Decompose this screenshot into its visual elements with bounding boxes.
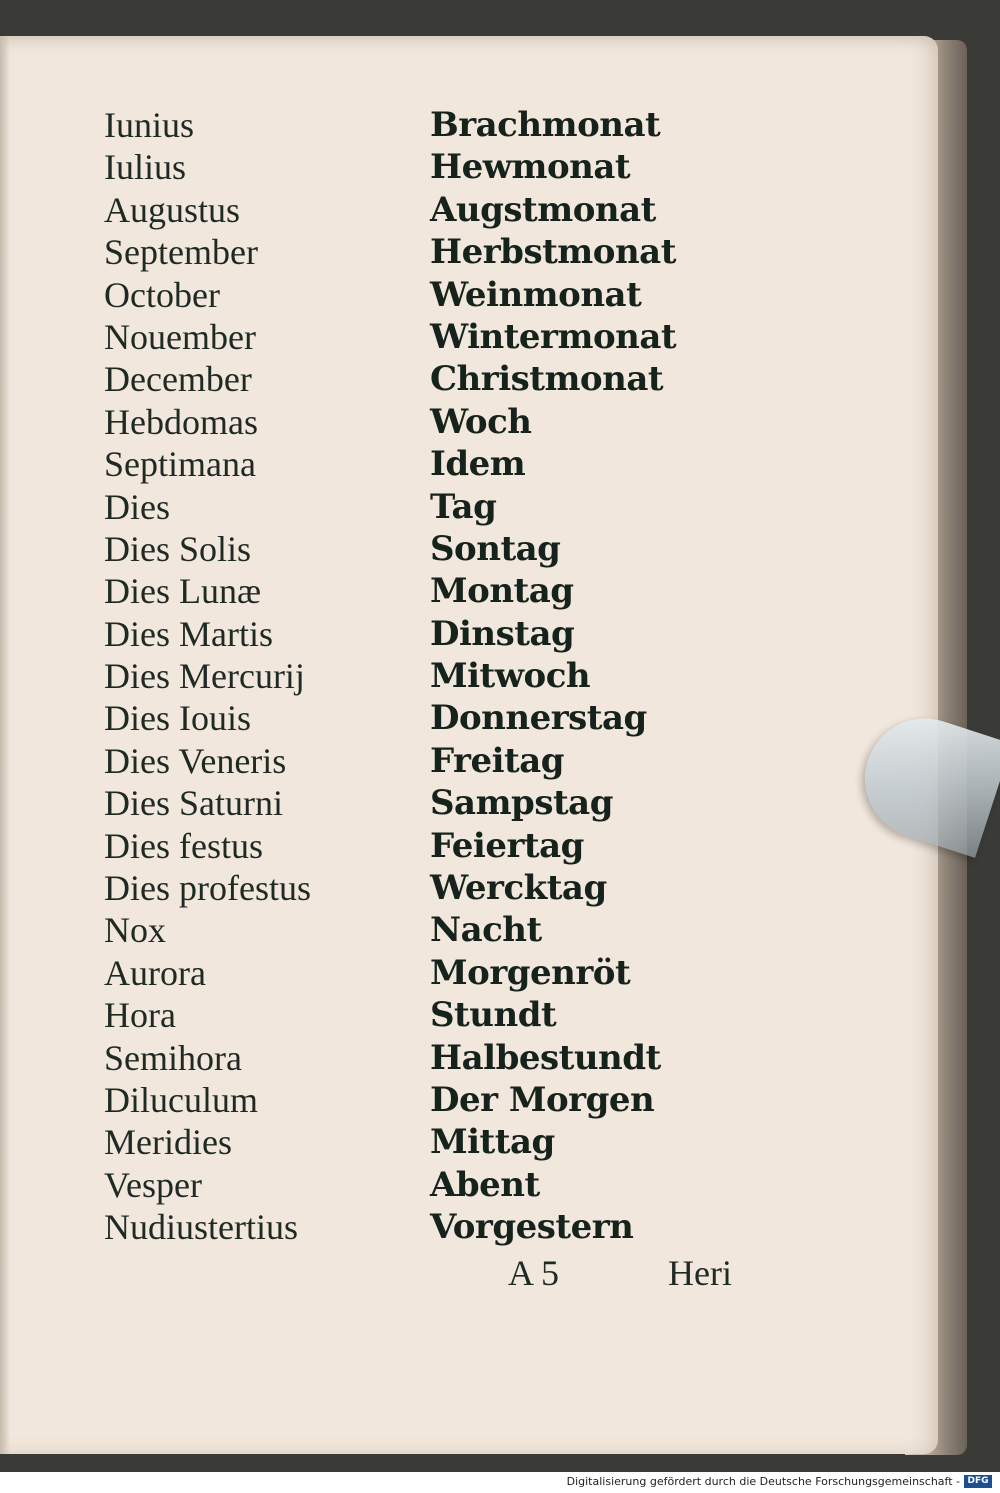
german-term: Dinstag [430, 613, 575, 654]
latin-term: Dies festus [104, 825, 263, 866]
latin-term: Dies Martis [104, 613, 273, 654]
german-term: Montag [430, 571, 574, 612]
german-term: Nacht [430, 910, 542, 951]
german-term: Mittag [430, 1122, 555, 1163]
list-item [104, 1079, 744, 1121]
list-item [104, 825, 744, 867]
list-item [104, 146, 744, 188]
latin-term: Aurora [104, 952, 206, 993]
latin-term: Augustus [104, 189, 241, 230]
latin-term: Meridies [104, 1122, 232, 1163]
german-term: Augstmonat [430, 189, 656, 230]
list-item [104, 952, 744, 994]
latin-term: Vesper [104, 1164, 202, 1205]
list-item [104, 443, 744, 485]
german-term: Weinmonat [430, 274, 642, 315]
german-term: Hewmonat [430, 147, 631, 188]
list-item [104, 189, 744, 231]
vocabulary-list [104, 104, 744, 1249]
german-term: Stundt [430, 995, 557, 1036]
german-term: Mitwoch [430, 656, 591, 697]
list-item [104, 528, 744, 570]
latin-term: Iunius [104, 105, 194, 145]
list-item [104, 570, 744, 612]
latin-term: Nudiustertius [104, 1207, 298, 1248]
latin-term: Hebdomas [104, 401, 258, 442]
german-term: Wintermonat [430, 316, 677, 357]
list-item [104, 655, 744, 697]
list-item [104, 740, 744, 782]
dfg-logo: DFG [964, 1475, 992, 1488]
german-term: Herbstmonat [430, 232, 676, 273]
list-item [104, 231, 744, 273]
latin-term: Nouember [104, 316, 256, 357]
german-term: Freitag [430, 740, 565, 781]
latin-term: Dies Lunæ [104, 571, 261, 612]
german-term: Vorgestern [430, 1207, 634, 1248]
german-term: Sontag [430, 528, 561, 569]
german-term: Woch [430, 401, 532, 442]
latin-term: Dies Veneris [104, 740, 287, 781]
german-term: Feiertag [430, 825, 584, 866]
latin-term: Dies Iouis [104, 698, 251, 739]
german-term: Morgenröt [430, 952, 631, 993]
german-term: Sampstag [430, 783, 613, 824]
latin-term: October [104, 274, 220, 315]
latin-term: Hora [104, 995, 176, 1036]
list-item [104, 358, 744, 400]
latin-term: Dies Saturni [104, 783, 283, 824]
list-item [104, 909, 744, 951]
catchword: Heri [668, 1253, 732, 1293]
german-term: Christmonat [430, 359, 664, 400]
latin-term: Dies Solis [104, 528, 252, 569]
latin-term: Iulius [104, 147, 187, 188]
list-item [104, 782, 744, 824]
german-term: Donnerstag [430, 698, 647, 739]
german-term: Tag [430, 486, 497, 527]
german-term: Idem [430, 444, 526, 485]
latin-term: Dies profestus [104, 868, 311, 909]
list-item [104, 613, 744, 655]
page-gutter [0, 36, 10, 1454]
list-item [104, 1164, 744, 1206]
list-item [104, 274, 744, 316]
german-term: Der Morgen [430, 1079, 655, 1120]
list-item [104, 994, 744, 1036]
list-item [104, 316, 744, 358]
digitization-credit: Digitalisierung gefördert durch die Deutsche Forschungsgemeinschaft - [566, 1475, 960, 1488]
list-item [104, 697, 744, 739]
latin-term: Dies [104, 486, 170, 527]
german-term: Halbestundt [430, 1037, 661, 1078]
latin-term: Semihora [104, 1037, 242, 1078]
list-item [104, 1121, 744, 1163]
signature-mark: A 5 [508, 1253, 560, 1293]
list-item [104, 104, 744, 146]
german-term: Brachmonat [430, 105, 661, 145]
latin-term: December [104, 359, 252, 400]
list-item [104, 867, 744, 909]
german-term: Abent [430, 1164, 540, 1205]
list-item [104, 401, 744, 443]
latin-term: September [104, 232, 258, 273]
list-item [104, 486, 744, 528]
latin-term: Dies Mercurij [104, 656, 305, 697]
latin-term: Nox [104, 910, 166, 951]
latin-term: Septimana [104, 444, 256, 485]
german-term: Wercktag [430, 868, 607, 909]
list-item [104, 1037, 744, 1079]
latin-term: Diluculum [104, 1079, 258, 1120]
list-item [104, 1206, 744, 1248]
